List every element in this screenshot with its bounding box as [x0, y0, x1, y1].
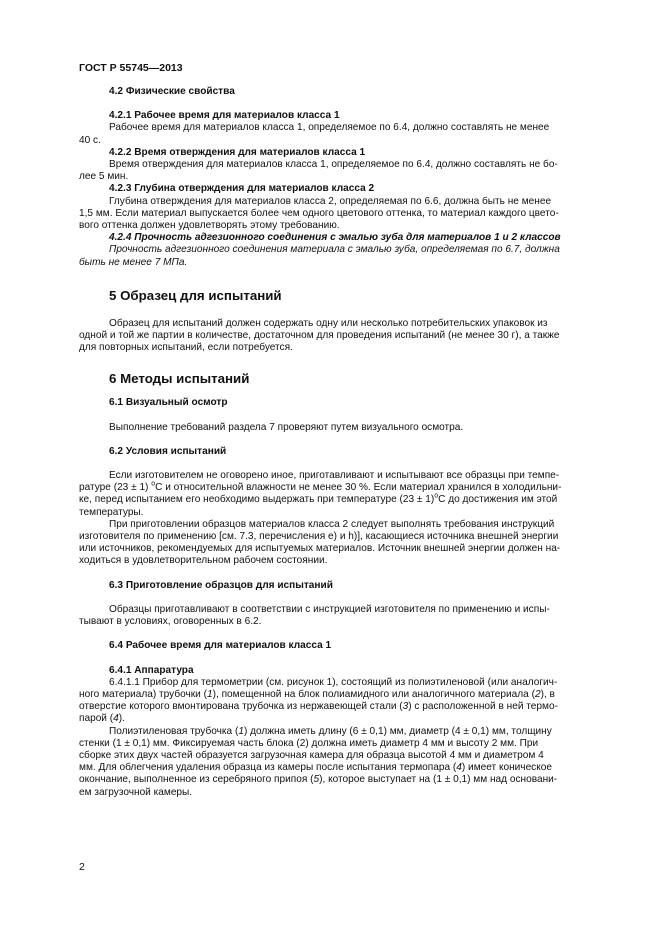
text-line: тывают в условиях, оговоренных в 6.2. — [79, 616, 262, 628]
text-fragment: мм. Для облегчения удаления образца из камеры после испытания термопара ( — [79, 762, 457, 774]
heading-4-2-3: 4.2.3 Глубина отверждения для материалов класса 2 — [109, 183, 375, 195]
page-content — [79, 86, 615, 799]
text-line: 40 с. — [79, 134, 101, 146]
text-line: Глубина отверждения для материалов класса 2, определяемая по 6.6, должна быть не менее — [109, 195, 552, 207]
text-line — [79, 689, 615, 701]
text-line: для повторных испытаний, если потребуется. — [79, 342, 293, 354]
heading-4-2: 4.2 Физические свойства — [109, 86, 235, 97]
ref-number: 4 — [456, 762, 462, 774]
heading-6-3: 6.3 Приготовление образцов для испытаний — [109, 579, 333, 591]
ref-number: 1 — [207, 688, 213, 700]
ref-number: 5 — [313, 774, 320, 786]
heading-4-2-4: 4.2.4 Прочность адгезионного соединения с эмалью зуба для материалов 1 и 2 классов — [109, 232, 561, 244]
text-fragment: отверстие которого вмонтирована трубочка из нержавеющей стали ( — [79, 701, 403, 713]
text-fragment: ) с расположенной в ней термо- — [408, 701, 558, 713]
text-fragment: ), в — [540, 688, 555, 700]
heading-section-6: 6 Методы испытаний — [109, 371, 250, 387]
degree-sign: о — [434, 493, 439, 501]
text-line: Если изготовителем не оговорено иное, приготавливают и испытывают все образцы при темпе- — [109, 470, 560, 482]
text-line: Образцы приготавливают в соответствии с инструкцией изготовителя по применению и испы- — [109, 603, 550, 615]
text-fragment: ) должна иметь длину (6 ± 0,1) мм, диаметр (4 ± 0,1) мм, толщину — [243, 725, 552, 737]
text-line — [79, 701, 615, 713]
text-line — [79, 762, 615, 774]
ref-number: 4 — [113, 713, 119, 725]
heading-4-2-1: 4.2.1 Рабочее время для материалов класса 1 — [109, 110, 340, 122]
text-line: одной и той же партии в количестве, достаточном для проведения испытаний (не менее 30 г), а также — [79, 330, 560, 342]
text-line: вого оттенка должен удовлетворять этому требованию. — [79, 220, 340, 232]
text-line: ходиться в удовлетворительном рабочем состоянии. — [79, 555, 328, 567]
heading-section-5: 5 Образец для испытаний — [109, 287, 282, 303]
page-number: 2 — [79, 861, 85, 873]
text-fragment: Полиэтиленовая трубочка ( — [109, 725, 239, 737]
text-line: Время отверждения для материалов класса 1, определяемое по 6.4, должно составлять не бо- — [109, 159, 558, 171]
text-line: ем загрузочной камеры. — [79, 786, 193, 798]
standard-header: ГОСТ Р 55745—2013 — [79, 62, 183, 74]
text-line: При приготовлении образцов материалов класса 2 следует выполнять требования инструкций — [109, 518, 555, 530]
text-line — [79, 482, 615, 494]
text-line — [79, 713, 615, 725]
text-fragment: ) имеет коническое — [461, 762, 552, 774]
text-line: изготовителя по применению [см. 7.3, перечисления е) и h)], касающиеся источника внешней энергии — [79, 531, 559, 543]
text-fragment: ке, перед испытанием его необходимо выдержать при температуре (23 ± 1) — [79, 494, 435, 506]
ref-number: 1 — [238, 725, 244, 737]
text-fragment: ). — [118, 713, 125, 725]
heading-6-2: 6.2 Условия испытаний — [109, 445, 227, 457]
text-fragment: С до достижения им этой — [438, 494, 558, 506]
heading-6-4: 6.4 Рабочее время для материалов класса 1 — [109, 640, 332, 652]
text-line: быть не менее 7 МПа. — [79, 256, 188, 268]
text-fragment: ), помещенной на блок полиамидного или аналогичного материала ( — [212, 688, 535, 700]
text-line — [79, 494, 615, 506]
text-line: температуры. — [79, 506, 144, 518]
text-fragment: окончание, выполненное из серебряного припоя ( — [79, 774, 314, 786]
text-line: Рабочее время для материалов класса 1, определяемое по 6.4, должно составлять не менее — [109, 122, 550, 134]
ref-number: 2 — [534, 688, 541, 700]
heading-4-2-2: 4.2.2 Время отверждения для материалов класса 1 — [109, 146, 366, 158]
text-line: лее 5 мин. — [79, 171, 129, 183]
text-line: или источников, рекомендуемых для испытуемых материалов. Источник внешней энергии должен на- — [79, 543, 561, 555]
text-line — [79, 726, 615, 738]
heading-6-4-1: 6.4.1 Аппаратура — [109, 664, 194, 676]
text-fragment: ратуре (23 ± 1) — [79, 482, 152, 494]
text-line — [79, 774, 615, 786]
text-line: стенки (1 ± 0,1) мм. Фиксируемая часть блока (2) должна иметь диаметр 4 мм и высоту 2 мм. При — [79, 737, 539, 749]
text-fragment: парой ( — [79, 713, 114, 725]
degree-sign: о — [151, 480, 156, 488]
heading-6-1: 6.1 Визуальный осмотр — [109, 397, 228, 409]
text-fragment: ного материала) трубочки ( — [79, 688, 207, 700]
text-line: сборке этих двух частей образуется загрузочная камера для образца высотой 4 мм и диаметром 4 — [79, 749, 544, 761]
text-line: Выполнение требований раздела 7 проверяют путем визуального осмотра. — [109, 421, 464, 433]
text-line: Прочность адгезионного соединения материала с эмалью зуба, определяемая по 6.7, должна — [109, 244, 560, 256]
text-line: 1,5 мм. Если материал выпускается более чем одного цветового оттенка, то материал каждого цвето- — [79, 207, 559, 219]
ref-number: 3 — [402, 701, 409, 713]
text-line: Образец для испытаний должен содержать одну или несколько потребительских упаковок из — [109, 317, 548, 329]
text-fragment: С и относительной влажности не менее 30 %. Если материал хранился в холодильни- — [155, 482, 562, 494]
text-line: 6.4.1.1 Прибор для термометрии (см. рисунок 1), состоящий из полиэтиленовой (или аналогич- — [109, 676, 558, 688]
text-fragment: ), которое выступает на (1 ± 0,1) мм над основани- — [319, 774, 558, 786]
